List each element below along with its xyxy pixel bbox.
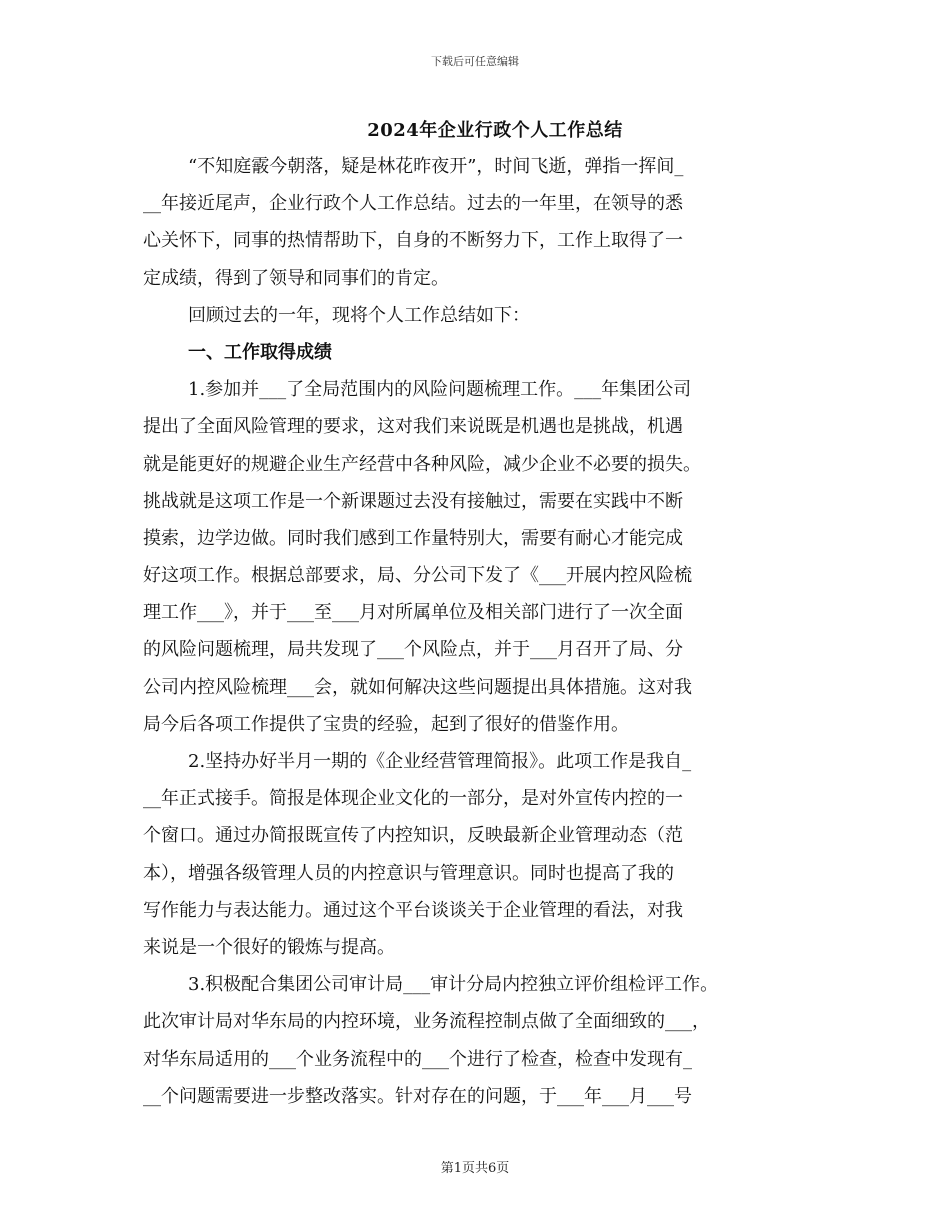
body-text-line: 此次审计局对华东局的内控环境，业务流程控制点做了全面细致的___， [143,1011,710,1033]
body-text-line: 3.积极配合集团公司审计局___审计分局内控独立评价组检评工作。 [188,974,719,996]
body-text-line: 对华东局适用的___个业务流程中的___个进行了检查，检查中发现有_ [143,1048,692,1070]
body-text-line: 来说是一个很好的锻炼与提高。 [143,936,395,958]
body-text-line: 就是能更好的规避企业生产经营中各种风险，减少企业不必要的损失。 [143,453,701,475]
body-text-line: 理工作___》，并于___至___月对所属单位及相关部门进行了一次全面 [143,602,683,624]
body-text-line: 挑战就是这项工作是一个新课题过去没有接触过，需要在实践中不断 [143,490,683,512]
body-text-line: 定成绩，得到了领导和同事们的肯定。 [143,267,449,289]
body-text-line: 提出了全面风险管理的要求，这对我们来说既是机遇也是挑战，机遇 [143,416,683,438]
body-text-line: 本），增强各级管理人员的内控意识与管理意识。同时也提高了我的 [143,862,674,884]
body-text-line: 2.坚持办好半月一期的《企业经营管理简报》。此项工作是我自_ [188,751,692,772]
body-text-line: 的风险问题梳理，局共发现了___个风险点，并于___月召开了局、分 [143,639,683,661]
document-body [143,148,833,1115]
body-text-line: 心关怀下，同事的热情帮助下，自身的不断努力下，工作上取得了一 [143,230,683,252]
page-footer: 第1页共6页 [440,1161,510,1176]
body-text-line: 公司内控风险梳理___会，就如何解决这些问题提出具体措施。这对我 [143,676,692,698]
body-text-line: 局今后各项工作提供了宝贵的经验，起到了很好的借鉴作用。 [143,713,629,735]
section-heading: 一、工作取得成绩 [188,341,332,363]
body-text-line: 个窗口。通过办简报既宣传了内控知识，反映最新企业管理动态（范 [143,825,683,847]
document-title: 2024年企业行政个人工作总结 [367,120,623,141]
body-text-line: 摸索，边学边做。同时我们感到工作量特别大，需要有耐心才能完成 [143,527,683,549]
body-text-line: __年正式接手。简报是体现企业文化的一部分，是对外宣传内控的一 [143,788,683,810]
body-text-line: 写作能力与表达能力。通过这个平台谈谈关于企业管理的看法，对我 [143,899,683,921]
body-text-line: “不知庭霰今朝落，疑是林花昨夜开”，时间飞逝，弹指一挥间_ [188,156,684,177]
body-text-line: 好这项工作。根据总部要求，局、分公司下发了《___开展内控风险梳 [143,565,692,587]
body-text-line: 1.参加并___了全局范围内的风险问题梳理工作。___年集团公司 [188,379,692,401]
body-text-line: __个问题需要进一步整改落实。针对存在的问题，于___年___月___号 [143,1085,692,1107]
body-text-line: __年接近尾声，企业行政个人工作总结。过去的一年里，在领导的悉 [143,193,683,215]
page-header: 下载后可任意编辑 [431,55,519,68]
body-text-line: 回顾过去的一年，现将个人工作总结如下： [188,304,530,326]
